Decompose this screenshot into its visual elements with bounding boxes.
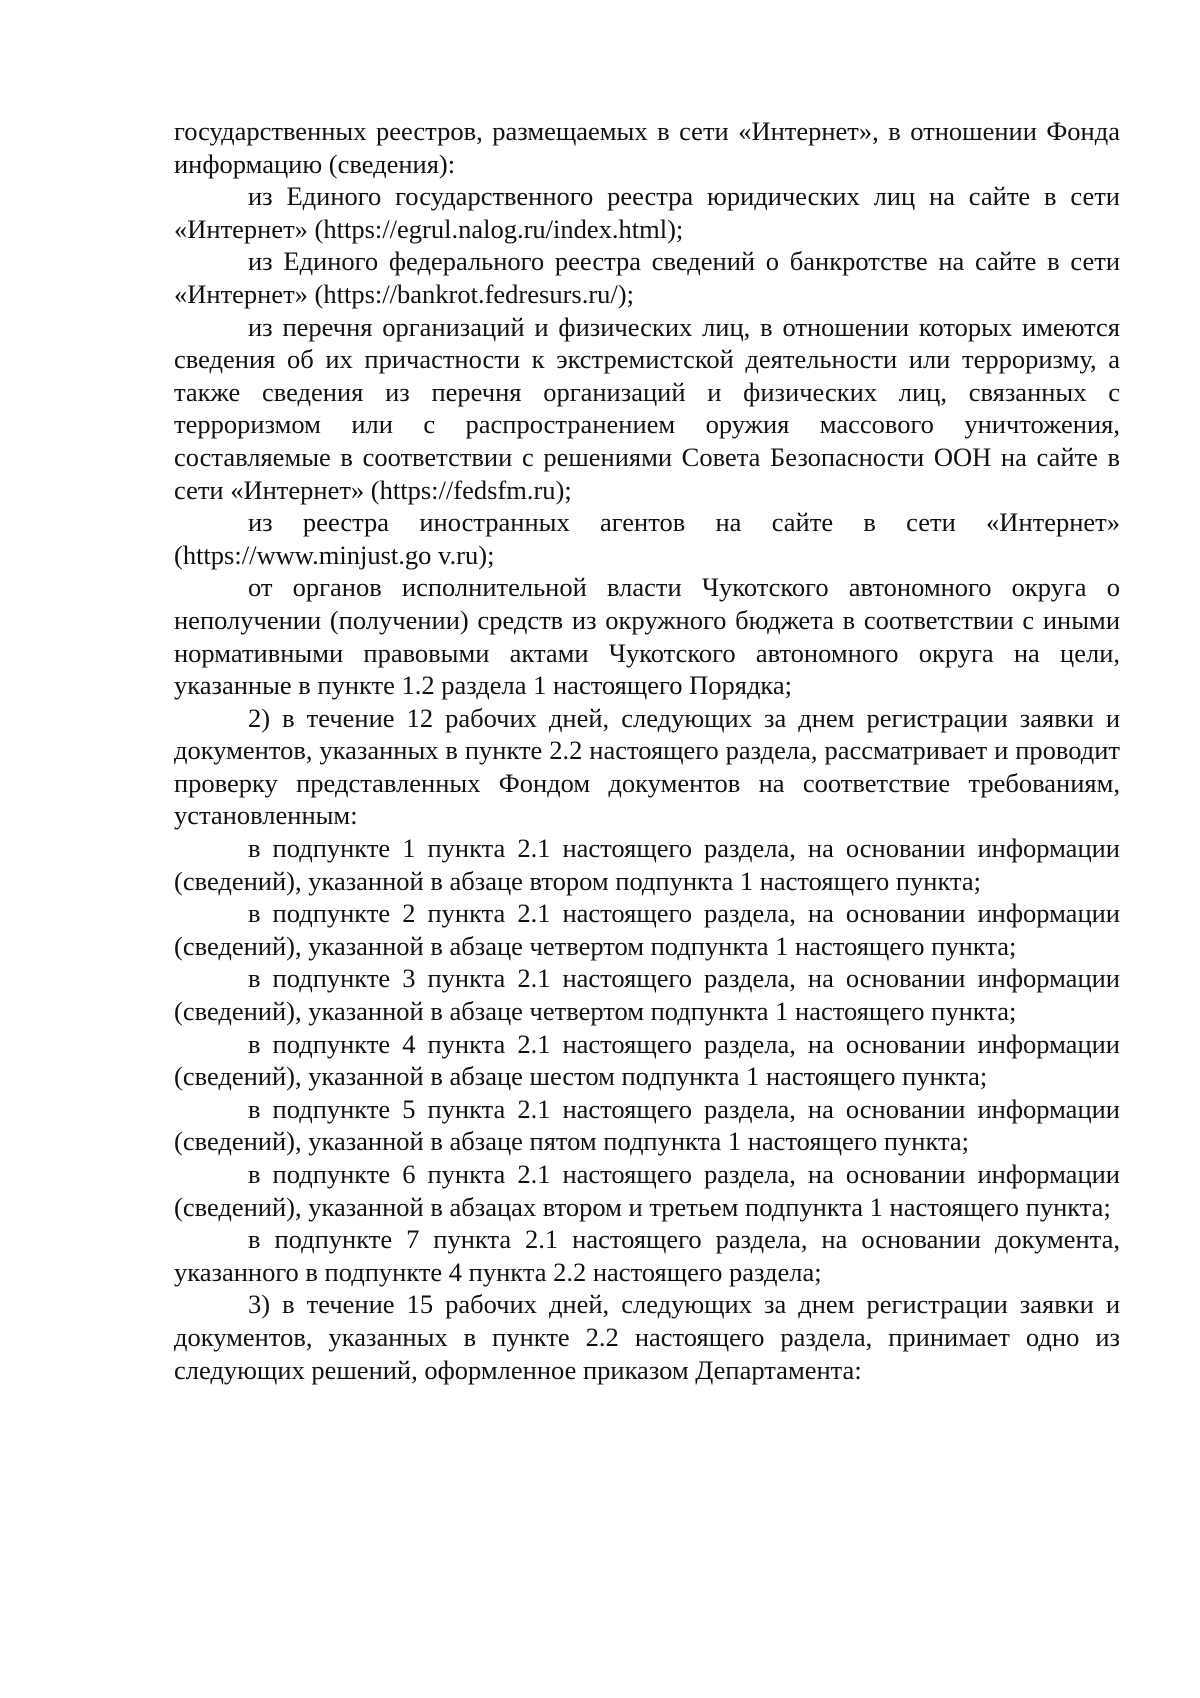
paragraph-foreign-agents-registry: из реестра иностранных агентов на сайте в сети «Интернет» (https://www.minjust.go v.ru); — [174, 507, 1120, 570]
document-page — [174, 115, 1120, 1386]
paragraph-item-3-decision: 3) в течение 15 рабочих дней, следующих за днем регистрации заявки и документов, указанных в пункте 2.2 настоящего раздела, принимает одно из следующих решений, оформленное приказом Департамента: — [174, 1289, 1120, 1385]
paragraph-bankruptcy-registry: из Единого федерального реестра сведений о банкротстве на сайте в сети «Интернет» (https://bankrot.fedresurs.ru/); — [174, 246, 1120, 309]
paragraph-subitem-5: в подпункте 5 пункта 2.1 настоящего раздела, на основании информации (сведений), указанной в абзаце пятом подпункта 1 настоящего пункта; — [174, 1093, 1120, 1157]
paragraph-subitem-1: в подпункте 1 пункта 2.1 настоящего раздела, на основании информации (сведений), указанной в абзаце втором подпункта 1 настоящего пункта; — [174, 833, 1120, 896]
paragraph-subitem-7: в подпункте 7 пункта 2.1 настоящего раздела, на основании документа, указанного в подпункте 4 пункта 2.2 настоящего раздела; — [174, 1224, 1120, 1287]
paragraph-executive-authorities: от органов исполнительной власти Чукотского автономного округа о неполучении (получении) средств из окружного бюджета в соответствии с иными нормативными правовыми актами Чукотского автономного округа на цели, указанные в пункте 1.2 раздела 1 настоящего Порядка; — [174, 572, 1120, 701]
paragraph-subitem-4: в подпункте 4 пункта 2.1 настоящего раздела, на основании информации (сведений), указанной в абзаце шестом подпункта 1 настоящего пункта; — [174, 1028, 1120, 1092]
paragraph-subitem-2: в подпункте 2 пункта 2.1 настоящего раздела, на основании информации (сведений), указанной в абзаце четвертом подпункта 1 настоящего пункта; — [174, 898, 1120, 961]
paragraph-subitem-6: в подпункте 6 пункта 2.1 настоящего раздела, на основании информации (сведений), указанной в абзацах втором и третьем подпункта 1 настоящего пункта; — [174, 1159, 1120, 1222]
paragraph-registries-intro: государственных реестров, размещаемых в сети «Интернет», в отношении Фонда информацию (сведения): — [174, 116, 1120, 179]
paragraph-egrul: из Единого государственного реестра юридических лиц на сайте в сети «Интернет» (https://egrul.nalog.ru/index.html); — [174, 181, 1120, 244]
paragraph-extremism-list: из перечня организаций и физических лиц, в отношении которых имеются сведения об их причастности к экстремистской деятельности или терроризму, а также сведения из перечня организаций и физических лиц, связанных с терроризмом или с распространением оружия массового уничтожения, составляемые в соответствии с решениями Совета Безопасности ООН на сайте в сети «Интернет» (https://fedsfm.ru); — [174, 311, 1120, 505]
paragraph-item-2-review: 2) в течение 12 рабочих дней, следующих за днем регистрации заявки и документов, указанных в пункте 2.2 настоящего раздела, рассматривает и проводит проверку представленных Фондом документов на соответствие требованиям, установленным: — [174, 702, 1120, 831]
paragraph-subitem-3: в подпункте 3 пункта 2.1 настоящего раздела, на основании информации (сведений), указанной в абзаце четвертом подпункта 1 настоящего пункта; — [174, 963, 1120, 1027]
